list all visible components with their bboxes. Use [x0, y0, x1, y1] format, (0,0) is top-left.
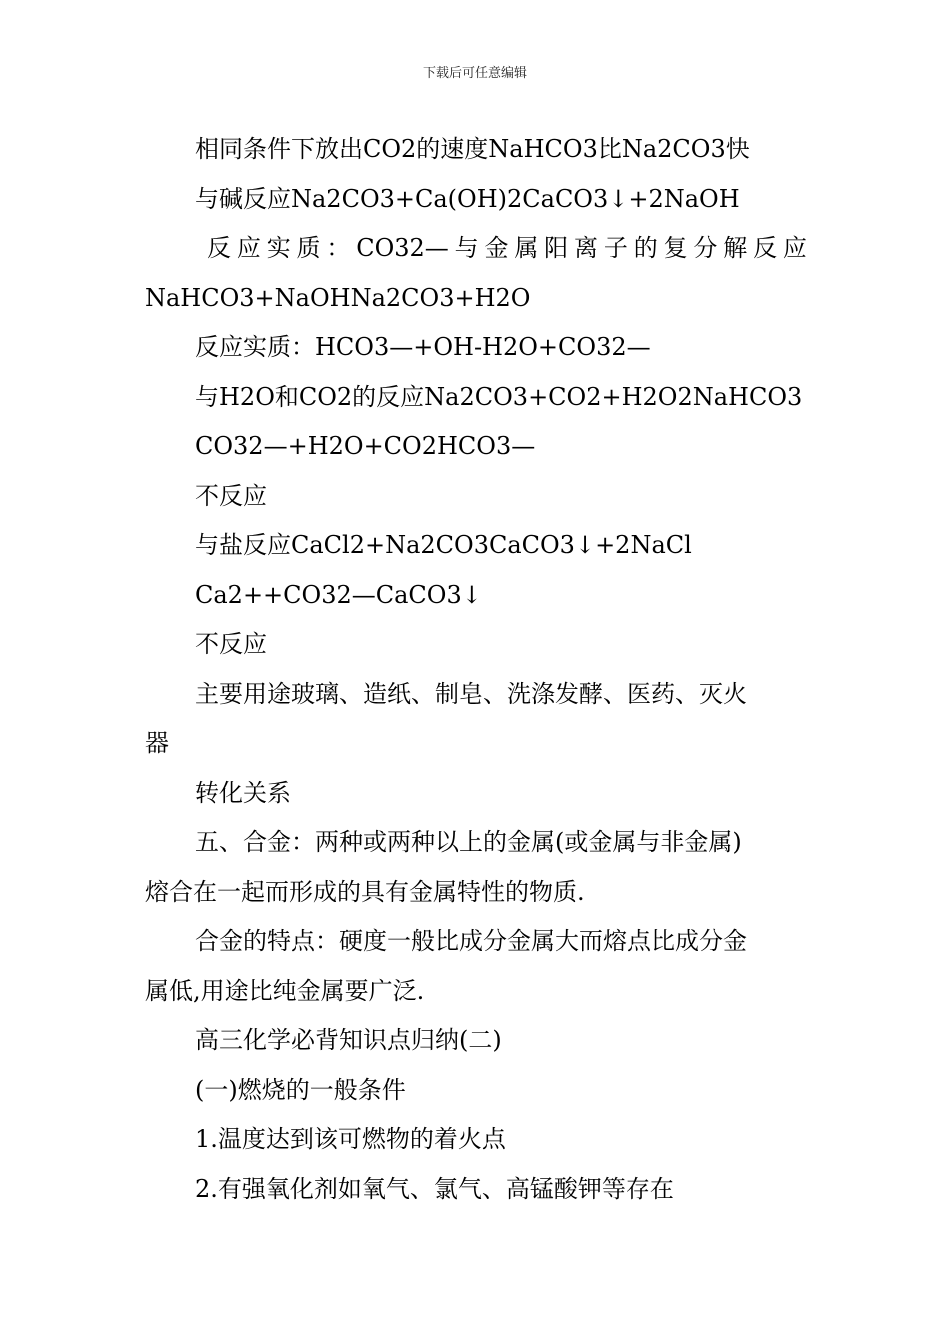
- paragraph-line: 器: [145, 729, 169, 757]
- justified-glyph: 与: [454, 234, 479, 262]
- justified-glyph: 金: [484, 234, 509, 262]
- paragraph-line: NaHCO3+NaOHNa2CO3+H2O: [145, 283, 531, 312]
- paragraph-line: 与碱反应Na2CO3+Ca(OH)2CaCO3↓+2NaOH: [195, 184, 740, 213]
- justified-glyph: 反: [207, 234, 231, 262]
- justified-glyph: 阳: [544, 234, 569, 262]
- paragraph-line: 与盐反应CaCl2+Na2CO3CaCO3↓+2NaCl: [195, 531, 692, 559]
- document-body: [145, 125, 807, 1214]
- justified-glyph: 解: [723, 234, 748, 262]
- paragraph-line-justified: [145, 224, 807, 274]
- justified-glyph: 实: [266, 234, 291, 262]
- paragraph-line: 相同条件下放出CO2的速度NaHCO3比Na2CO3快: [195, 135, 750, 163]
- paragraph-line: 熔合在一起而形成的具有金属特性的物质.: [145, 877, 585, 906]
- justified-glyph: 质: [296, 234, 321, 262]
- justified-glyph: CO32—: [356, 234, 449, 262]
- paragraph-line: 与H2O和CO2的反应Na2CO3+CO2+H2O2NaHCO3: [195, 382, 803, 411]
- page-header: 下载后可任意编辑: [422, 66, 527, 81]
- justified-glyph: 复: [663, 234, 688, 262]
- paragraph-line: 反应实质：HCO3—+OH-H2O+CO32—: [195, 333, 651, 361]
- paragraph-line: CO32—+H2O+CO2HCO3—: [195, 432, 536, 460]
- justified-glyph: 反: [753, 234, 778, 262]
- list-item: 1.温度达到该可燃物的着火点: [195, 1125, 506, 1153]
- justified-glyph: 的: [633, 234, 658, 262]
- paragraph-line: 主要用途玻璃、造纸、制皂、洗涤发酵、医药、灭火: [195, 679, 747, 708]
- paragraph-line: 属低,用途比纯金属要广泛.: [145, 976, 425, 1005]
- paragraph-line: 不反应: [195, 630, 267, 658]
- paragraph-line: Ca2++CO32—CaCO3↓: [195, 580, 482, 609]
- justified-glyph: 属: [514, 234, 539, 262]
- paragraph-line: 转化关系: [195, 778, 291, 807]
- justified-glyph: 离: [574, 234, 599, 262]
- subsection-heading: (一)燃烧的一般条件: [195, 1075, 406, 1104]
- justified-glyph: 应: [782, 234, 807, 262]
- paragraph-line: 合金的特点：硬度一般比成分金属大而熔点比成分金: [195, 927, 747, 955]
- paragraph-line: 五、合金：两种或两种以上的金属(或金属与非金属): [195, 828, 742, 856]
- justified-glyph: 子: [603, 234, 628, 262]
- justified-glyph: 分: [693, 234, 718, 262]
- section-heading: 高三化学必背知识点归纳(二): [195, 1026, 502, 1054]
- list-item: 2.有强氧化剂如氧气、氯气、高锰酸钾等存在: [195, 1174, 674, 1203]
- paragraph-line: 不反应: [195, 481, 267, 510]
- justified-glyph: ：: [326, 234, 351, 262]
- justified-glyph: 应: [236, 234, 261, 262]
